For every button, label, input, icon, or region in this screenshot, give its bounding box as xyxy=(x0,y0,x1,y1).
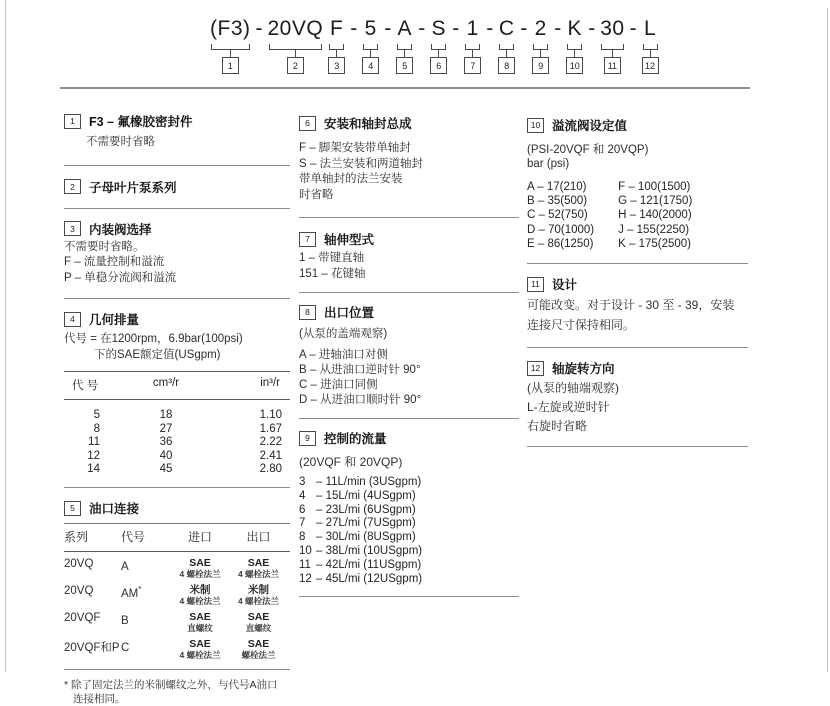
flow-item: 6 – 23L/mi (6USgpm) xyxy=(299,503,416,516)
section-outlet-position xyxy=(299,303,519,408)
code-number-box: 6 xyxy=(430,57,447,74)
code-segment-10 xyxy=(554,16,583,74)
relief-item: G – 121(1750) xyxy=(618,195,693,208)
divider xyxy=(64,165,290,166)
outlet-cell: 米制 4 螺栓法兰 xyxy=(237,584,280,606)
divider xyxy=(64,298,290,299)
code-number-box: 10 xyxy=(566,57,583,74)
code-separator: - xyxy=(588,17,596,40)
inlet-cell: SAE 4 螺栓法兰 xyxy=(179,638,221,660)
col-header-inlet: 进口 xyxy=(187,530,212,544)
code-segment-7 xyxy=(452,16,481,74)
outlet-cell: SAE 4 螺栓法兰 xyxy=(237,557,280,579)
code-stem xyxy=(438,50,439,57)
section-8-number-box: 8 xyxy=(299,305,316,320)
section-12-line: (从泵的轴端观察) xyxy=(527,381,619,396)
displacement-table-header xyxy=(64,371,290,400)
page-right-border xyxy=(827,8,828,672)
code-text: F xyxy=(330,17,344,40)
section-3-number-box: 3 xyxy=(64,221,81,236)
flow-item: 4 – 15L/mi (4USgpm) xyxy=(299,489,416,502)
code-number-box: 5 xyxy=(396,57,413,74)
relief-item: J – 155(2250) xyxy=(618,223,690,236)
section-8-line: C – 进油口同侧 xyxy=(299,379,378,391)
port-table-row xyxy=(64,584,290,606)
column-1 xyxy=(64,112,290,706)
code-separator: - xyxy=(629,17,637,40)
section-4-number-box: 4 xyxy=(64,312,81,327)
code-stem xyxy=(472,50,473,57)
code-segment-8 xyxy=(486,16,515,74)
table-cell: 5 xyxy=(93,409,100,421)
code-stem xyxy=(295,50,296,57)
table-cell: 18 xyxy=(159,409,173,421)
code-segment-6 xyxy=(418,16,447,74)
code-stem xyxy=(336,50,337,57)
section-3-line: P – 单稳分流阀和溢流 xyxy=(64,271,177,284)
relief-item: K – 175(2500) xyxy=(618,237,692,250)
section-valve-options xyxy=(64,220,290,287)
section-11-number-box: 11 xyxy=(527,277,544,292)
table-cell: 2.41 xyxy=(259,449,282,462)
section-3-line: F – 流量控制和溢流 xyxy=(64,256,165,268)
model-code-diagram xyxy=(210,16,659,74)
code-text: 1 xyxy=(466,17,479,40)
relief-item: C – 52(750) xyxy=(527,209,588,222)
page-left-border xyxy=(5,0,6,672)
flow-item: 8 – 30L/mi (8USgpm) xyxy=(299,531,416,544)
code-text: 20VQ xyxy=(267,17,324,40)
code-stem xyxy=(230,50,231,57)
code-text: K xyxy=(567,17,582,40)
flow-item: 12 – 45L/mi (12USgpm) xyxy=(299,572,423,585)
divider xyxy=(299,217,519,218)
code-stem xyxy=(404,50,405,57)
section-9-title: 控制的流量 xyxy=(324,432,387,446)
code-separator: - xyxy=(255,17,263,40)
series-cell: 20VQF和P xyxy=(64,642,120,654)
inlet-cell: SAE 直螺纹 xyxy=(187,611,213,633)
code-number-box: 9 xyxy=(532,57,549,74)
section-6-line: F – 脚架安装带单轴封 xyxy=(299,142,411,154)
col-header-code: 代 号 xyxy=(72,380,99,392)
relief-right-column xyxy=(618,180,692,251)
code-cell: B xyxy=(121,614,129,627)
section-4-intro: 代号 = 在1200rpm，6.9bar(100psi) xyxy=(64,333,243,345)
table-cell: 1.67 xyxy=(259,422,282,435)
flow-item: 11 – 42L/mi (11USgpm) xyxy=(299,558,422,571)
section-rotation xyxy=(527,359,748,436)
section-8-line: A – 进轴油口对侧 xyxy=(299,349,388,361)
section-seal-kit xyxy=(64,112,290,151)
table-cell: 36 xyxy=(159,436,173,448)
inlet-cell: 米制 4 螺栓法兰 xyxy=(179,584,221,606)
column-3 xyxy=(527,116,748,457)
code-segment-9 xyxy=(520,16,549,74)
table-cell: 8 xyxy=(93,422,100,435)
code-segment-2 xyxy=(256,16,324,74)
col-header-code: 代号 xyxy=(121,530,146,544)
section-6-title: 安装和轴封总成 xyxy=(324,117,412,131)
relief-item: F – 100(1500) xyxy=(618,181,691,193)
outlet-cell: SAE 直螺纹 xyxy=(245,611,272,633)
section-12-number-box: 12 xyxy=(527,361,544,376)
code-segment-1 xyxy=(210,16,251,74)
code-separator: - xyxy=(350,17,358,40)
section-7-number-box: 7 xyxy=(299,232,316,247)
code-cell: AM* xyxy=(121,585,142,600)
section-1-number-box: 1 xyxy=(64,114,81,129)
code-segment-3 xyxy=(328,16,345,74)
code-separator: - xyxy=(452,17,460,40)
port-table-header xyxy=(64,523,290,552)
code-segment-12 xyxy=(630,16,659,74)
divider xyxy=(527,263,748,264)
section-2-number-box: 2 xyxy=(64,179,81,194)
section-design xyxy=(527,275,748,335)
table-cell: 12 xyxy=(87,449,100,462)
series-cell: 20VQF xyxy=(64,612,101,624)
divider xyxy=(299,418,519,419)
code-cell: C xyxy=(121,641,130,654)
code-stem xyxy=(612,50,613,57)
divider xyxy=(64,208,290,209)
header-rule xyxy=(60,87,750,89)
col-header-outlet: 出口 xyxy=(246,530,271,544)
section-5-number-box: 5 xyxy=(64,501,81,516)
code-number-box: 12 xyxy=(642,57,659,74)
relief-item: H – 140(2000) xyxy=(618,209,692,222)
section-12-line: 右旋时省略 xyxy=(527,419,588,434)
section-10-subtitle: (PSI-20VQF 和 20VQP) xyxy=(527,144,649,156)
table-cell: 2.22 xyxy=(259,436,282,448)
relief-setting-columns xyxy=(527,180,748,251)
table-cell: 2.80 xyxy=(259,463,282,475)
divider xyxy=(527,446,748,447)
relief-item: B – 35(500) xyxy=(527,195,588,208)
relief-item: D – 70(1000) xyxy=(527,223,595,236)
code-stem xyxy=(574,50,575,57)
column-2 xyxy=(299,114,519,607)
code-text: S xyxy=(431,17,446,40)
port-table-row xyxy=(64,557,290,579)
section-10-subtitle: bar (psi) xyxy=(527,158,570,170)
flow-item: 3 – 11L/min (3USgpm) xyxy=(299,476,422,488)
table-cell: 11 xyxy=(88,436,100,448)
section-port-connections xyxy=(64,499,290,706)
code-text: A xyxy=(397,17,412,40)
divider xyxy=(64,487,290,488)
section-11-line: 可能改变。对于设计 - 30 至 - 39，安装 xyxy=(527,298,735,313)
section-6-line: 带单轴封的法兰安装 xyxy=(299,173,403,185)
code-cell: A xyxy=(121,560,129,573)
section-11-line: 连接尺寸保持相同。 xyxy=(527,318,636,333)
code-number-box: 3 xyxy=(328,57,345,74)
series-cell: 20VQ xyxy=(64,558,94,570)
code-text: 2 xyxy=(534,17,547,40)
code-stem xyxy=(540,50,541,57)
section-12-line: L-左旋或逆时针 xyxy=(527,400,610,415)
section-8-line: B – 从进油口逆时针 90° xyxy=(299,364,421,376)
section-8-line: D – 从进油口顺时针 90° xyxy=(299,394,422,406)
divider xyxy=(299,596,519,597)
section-6-line: S – 法兰安装和两道轴封 xyxy=(299,157,423,170)
section-10-number-box: 10 xyxy=(527,118,544,133)
code-number-box: 7 xyxy=(464,57,481,74)
divider xyxy=(299,292,519,293)
divider xyxy=(527,347,748,348)
section-2-title: 子母叶片泵系列 xyxy=(89,180,177,195)
code-number-box: 2 xyxy=(287,57,304,74)
code-text: (F3) xyxy=(210,17,251,40)
section-7-line: 151 – 花键轴 xyxy=(299,267,366,280)
divider xyxy=(64,669,290,670)
code-stem xyxy=(506,50,507,57)
section-1-title: F3 – 氟橡胶密封件 xyxy=(89,115,193,129)
section-9-number-box: 9 xyxy=(299,431,316,446)
section-9-subtitle: (20VQF 和 20VQP) xyxy=(299,455,403,469)
port-table-row xyxy=(64,611,290,633)
section-10-title: 溢流阀设定值 xyxy=(552,119,628,133)
section-displacement xyxy=(64,310,290,475)
table-cell: 40 xyxy=(159,449,173,462)
code-text: C xyxy=(498,17,515,40)
relief-left-column xyxy=(527,180,594,251)
code-separator: - xyxy=(486,17,494,40)
section-11-title: 设计 xyxy=(552,278,578,293)
table-cell: 45 xyxy=(159,463,173,475)
section-5-title: 油口连接 xyxy=(89,502,140,516)
section-relief-settings xyxy=(527,116,748,251)
section-6-line: 时省略 xyxy=(299,188,334,201)
section-3-title: 内装阀选择 xyxy=(89,222,152,237)
section-4-intro: 下的SAE额定值(USgpm) xyxy=(94,348,221,361)
section-8-subtitle: (从泵的盖端观察) xyxy=(299,328,388,340)
code-stem xyxy=(650,50,651,57)
code-separator: - xyxy=(384,17,392,40)
outlet-cell: SAE 螺栓法兰 xyxy=(241,638,276,660)
code-segment-11 xyxy=(588,16,624,74)
displacement-table-body xyxy=(64,409,290,475)
table-cell: 27 xyxy=(159,422,173,435)
section-pump-series xyxy=(64,178,290,196)
code-number-box: 1 xyxy=(222,57,239,74)
port-table-row xyxy=(64,638,290,660)
section-3-line: 不需要时省略。 xyxy=(64,240,145,253)
code-stem xyxy=(370,50,371,57)
section-7-line: 1 – 带键直轴 xyxy=(299,252,365,264)
code-number-box: 8 xyxy=(498,57,515,74)
code-separator: - xyxy=(520,17,528,40)
section-6-number-box: 6 xyxy=(299,116,316,131)
col-header-in3r: in³/r xyxy=(260,377,280,389)
code-number-box: 11 xyxy=(604,57,621,74)
code-segment-5 xyxy=(384,16,413,74)
section-1-note: 不需要时省略 xyxy=(86,136,155,148)
section-mounting-seal xyxy=(299,114,519,203)
inlet-cell: SAE 4 螺栓法兰 xyxy=(179,557,221,579)
code-text: L xyxy=(643,17,657,40)
table-cell: 14 xyxy=(87,463,100,475)
col-header-cm3r: cm³/r xyxy=(152,377,180,389)
section-12-title: 轴旋转方向 xyxy=(552,362,615,377)
col-header-series: 系列 xyxy=(64,530,89,544)
code-separator: - xyxy=(418,17,426,40)
relief-item: A – 17(210) xyxy=(527,181,587,193)
flow-item: 10 – 38L/mi (10USgpm) xyxy=(299,544,423,557)
port-table-footnote: * 除了固定法兰的米制螺纹之外，与代号A油口 xyxy=(64,679,278,691)
code-segment-4 xyxy=(350,16,379,74)
code-text: 5 xyxy=(364,17,377,40)
table-cell: 1.10 xyxy=(259,409,282,421)
section-7-title: 轴伸型式 xyxy=(324,233,375,247)
code-number-box: 4 xyxy=(362,57,379,74)
relief-item: E – 86(1250) xyxy=(527,237,594,250)
series-cell: 20VQ xyxy=(64,585,94,597)
section-8-title: 出口位置 xyxy=(324,306,375,320)
code-separator: - xyxy=(554,17,562,40)
code-text: 30 xyxy=(600,17,625,40)
section-4-title: 几何排量 xyxy=(89,313,140,327)
flow-item: 7 – 27L/mi (7USgpm) xyxy=(299,517,416,530)
section-controlled-flow xyxy=(299,429,519,586)
port-table-footnote: 连接相同。 xyxy=(73,693,126,705)
section-shaft-type xyxy=(299,230,519,282)
